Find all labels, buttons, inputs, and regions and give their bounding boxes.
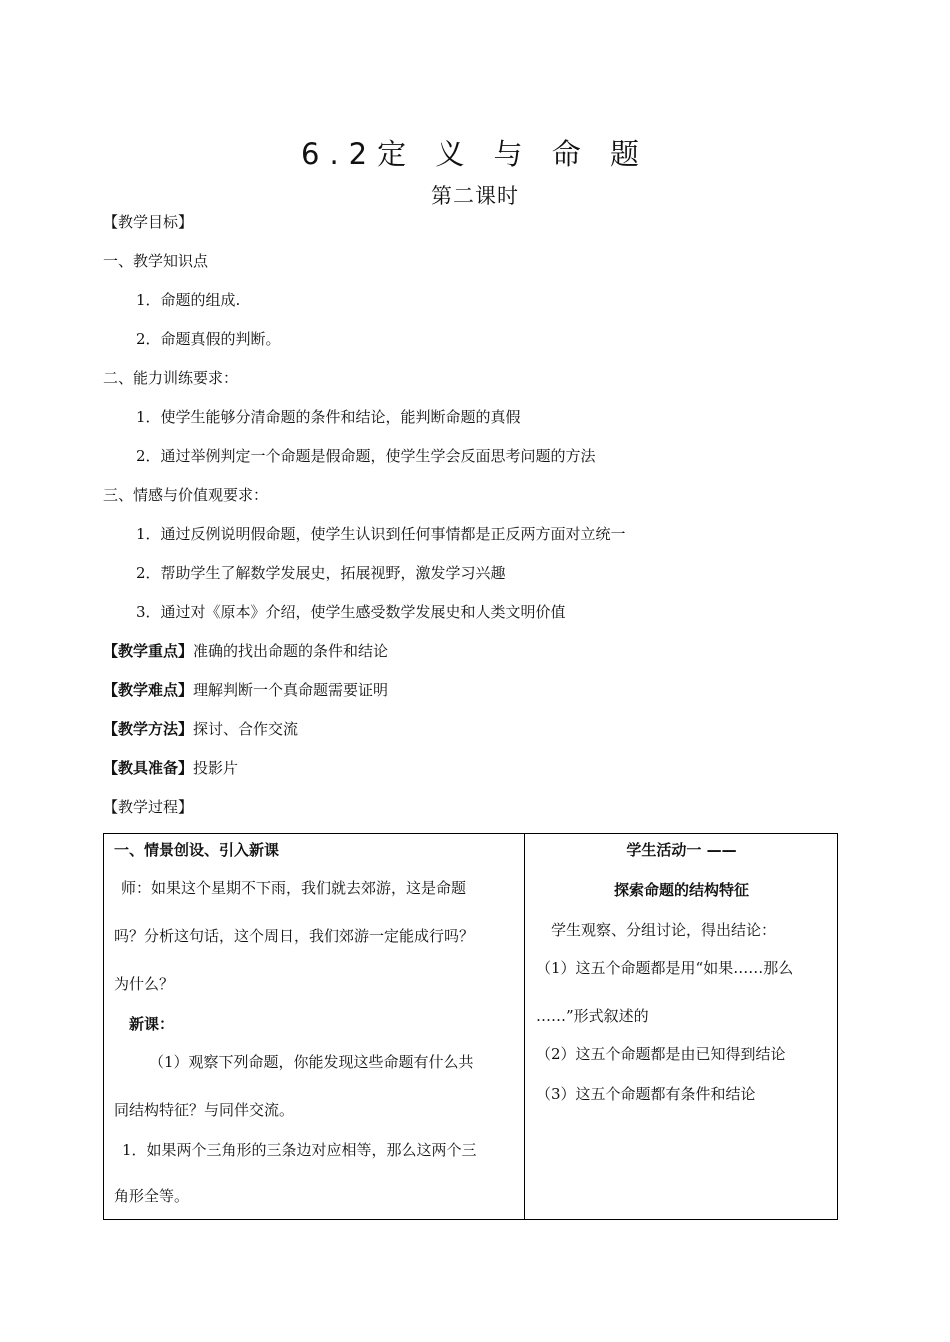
- ability-item: 2．通过举例判定一个命题是假命题，使学生学会反面思考问题的方法: [136, 447, 596, 465]
- difficulty-text: 理解判断一个真命题需要证明: [193, 681, 389, 699]
- key-point: [103, 641, 388, 661]
- emotion-item: 1．通过反例说明假命题，使学生认识到任何事情都是正反两方面对立统一: [136, 525, 626, 543]
- left-text-line: 吗？分析这句话，这个周日，我们郊游一定能成行吗？: [114, 927, 475, 945]
- left-heading: 一、情景创设、引入新课: [114, 841, 280, 859]
- method-text: 探讨、合作交流: [193, 720, 299, 738]
- tools-text: 投影片: [193, 759, 239, 777]
- conclusion-line: （2）这五个命题都是由已知得到结论: [536, 1045, 786, 1063]
- conclusion-line: （1）这五个命题都是用“如果……那么: [536, 959, 794, 977]
- emotion-item: 2．帮助学生了解数学发展史，拓展视野，激发学习兴趣: [136, 564, 506, 582]
- emotion-item: 3．通过对《原本》介绍，使学生感受数学发展史和人类文明价值: [136, 603, 566, 621]
- proposition-line: 1．如果两个三角形的三条边对应相等，那么这两个三: [122, 1141, 477, 1159]
- process-heading: 【教学过程】: [103, 798, 194, 816]
- emotion-heading: 三、情感与价值观要求：: [103, 486, 269, 504]
- proposition-line: 角形全等。: [114, 1187, 190, 1205]
- conclusion-line: ……”形式叙述的: [536, 1007, 649, 1025]
- observe-line: 同结构特征？与同伴交流。: [114, 1101, 295, 1119]
- knowledge-item: 2．命题真假的判断。: [136, 330, 281, 348]
- new-lesson-label: 新课：: [129, 1015, 175, 1033]
- left-text-line: 为什么？: [114, 975, 175, 993]
- observe-line: （1）观察下列命题，你能发现这些命题有什么共: [149, 1053, 474, 1071]
- activity-heading: 学生活动一 ——: [626, 841, 737, 859]
- method: [103, 719, 298, 739]
- page-subtitle: 第二课时: [431, 184, 519, 208]
- lesson-table: [103, 833, 838, 1220]
- ability-heading: 二、能力训练要求：: [103, 369, 239, 387]
- key-point-text: 准确的找出命题的条件和结论: [193, 642, 389, 660]
- activity-subheading: 探索命题的结构特征: [613, 881, 749, 899]
- tools-label: 【教具准备】: [103, 759, 194, 777]
- knowledge-heading: 一、教学知识点: [103, 252, 209, 270]
- difficulty-label: 【教学难点】: [103, 681, 194, 699]
- tools: [103, 758, 238, 778]
- key-point-label: 【教学重点】: [103, 642, 194, 660]
- left-text-line: 师：如果这个星期不下雨，我们就去郊游，这是命题: [121, 879, 467, 897]
- activity-intro: 学生观察、分组讨论，得出结论：: [551, 921, 777, 939]
- difficulty: [103, 680, 388, 700]
- conclusion-line: （3）这五个命题都有条件和结论: [536, 1085, 756, 1103]
- goal-heading: 【教学目标】: [103, 213, 194, 231]
- knowledge-item: 1．命题的组成.: [136, 291, 241, 309]
- method-label: 【教学方法】: [103, 720, 194, 738]
- ability-item: 1．使学生能够分清命题的条件和结论，能判断命题的真假: [136, 408, 521, 426]
- page-title: 6.2定 义 与 命 题: [301, 137, 649, 171]
